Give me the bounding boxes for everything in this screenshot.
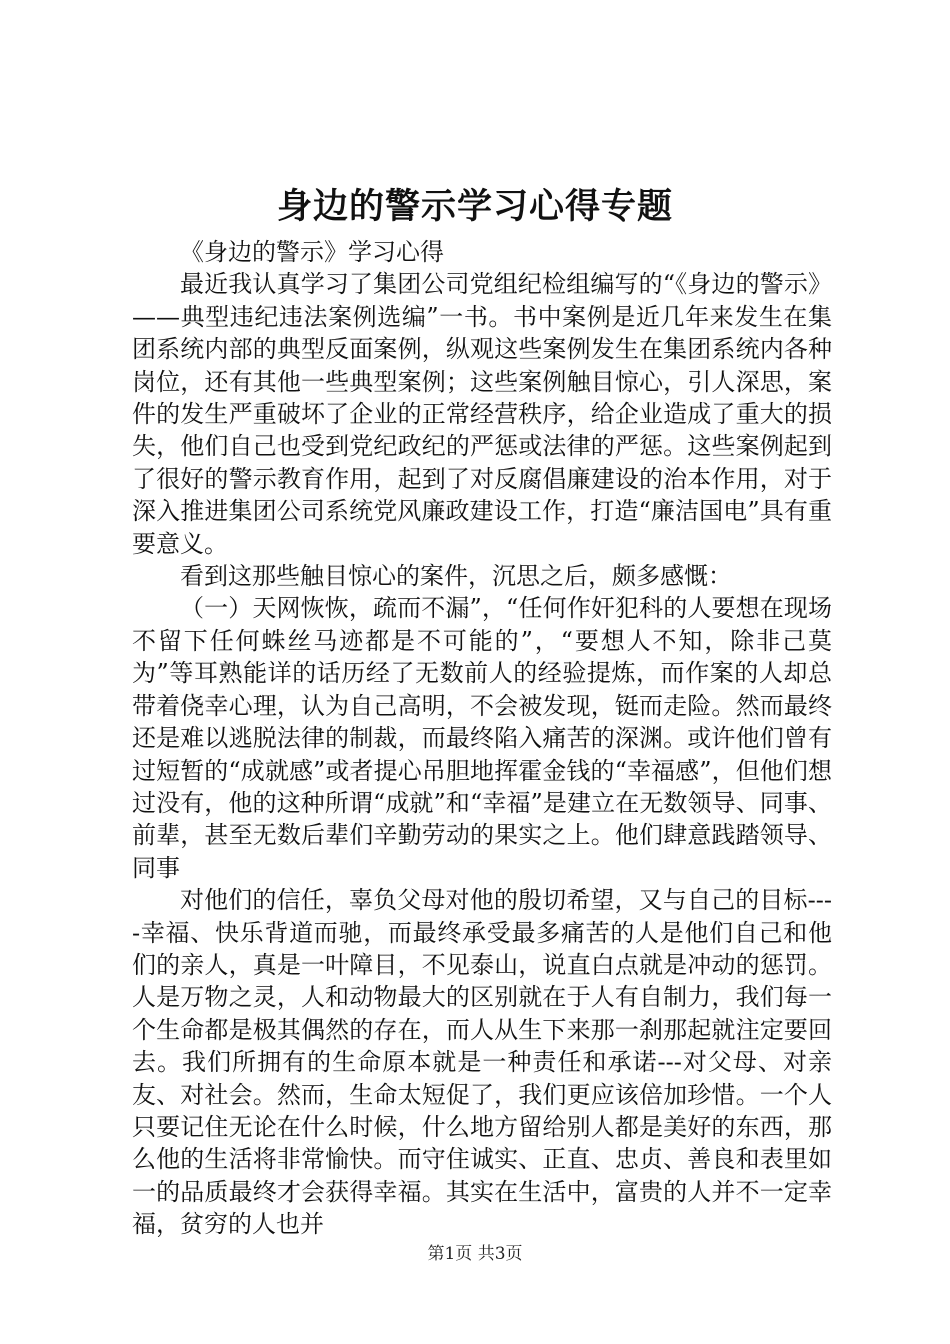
body-paragraph: 最近我认真学习了集团公司党组纪检组编写的“《身边的警示》——典型违纪违法案例选编”一书。书中案例是近几年来发生在集团系统内部的典型反面案例，纵观这些案例发生在集团系统内各种岗位，还有其他一些典型案例；这些案例触目惊心，引人深思，案件的发生严重破坏了企业的正常经营秩序，给企业造成了重大的损失，他们自己也受到党纪政纪的严惩或法律的严惩。这些案例起到了很好的警示教育作用，起到了对反腐倡廉建设的治本作用，对于深入推进集团公司系统党风廉政建设工作，打造“廉洁国电”具有重要意义。 (132, 270, 832, 558)
body-paragraph: （一）天网恢恢，疏而不漏”，“任何作奸犯科的人要想在现场不留下任何蛛丝马迹都是不可能的”，“要想人不知，除非己莫为”等耳熟能详的话历经了无数前人的经验提炼，而作案的人却总带着侥幸心理，认为自己高明，不会被发现，铤而走险。然而最终还是难以逃脱法律的制裁，而最终陷入痛苦的深渊。或许他们曾有过短暂的“成就感”或者提心吊胆地挥霍金钱的“幸福感”，但他们想过没有，他的这种所谓“成就”和“幸福”是建立在无数领导、同事、前辈，甚至无数后辈们辛勤劳动的果实之上。他们肆意践踏领导、同事 (132, 594, 832, 882)
document-body (132, 236, 832, 1241)
body-paragraph: 对他们的信任，辜负父母对他的殷切希望，又与自己的目标----幸福、快乐背道而驰，而最终承受最多痛苦的人是他们自己和他们的亲人，真是一叶障目，不见泰山，说直白点就是冲动的惩罚。人是万物之灵，人和动物最大的区别就在于人有自制力，我们每一个生命都是极其偶然的存在，而人从生下来那一刹那起就注定要回去。我们所拥有的生命原本就是一种责任和承诺---对父母、对亲友、对社会。然而，生命太短促了，我们更应该倍加珍惜。一个人只要记住无论在什么时候，什么地方留给别人都是美好的东西，那么他的生活将非常愉快。而守住诚实、正直、忠贞、善良和表里如一的品质最终才会获得幸福。其实在生活中，富贵的人并不一定幸福，贫穷的人也并 (132, 886, 832, 1239)
body-paragraph: 看到这那些触目惊心的案件，沉思之后，颇多感慨： (180, 562, 732, 591)
document-title: 身边的警示学习心得专题 (276, 186, 673, 227)
subtitle-paragraph: 《身边的警示》学习心得 (180, 238, 444, 266)
page-number-footer: 第1页 共3页 (427, 1244, 523, 1264)
